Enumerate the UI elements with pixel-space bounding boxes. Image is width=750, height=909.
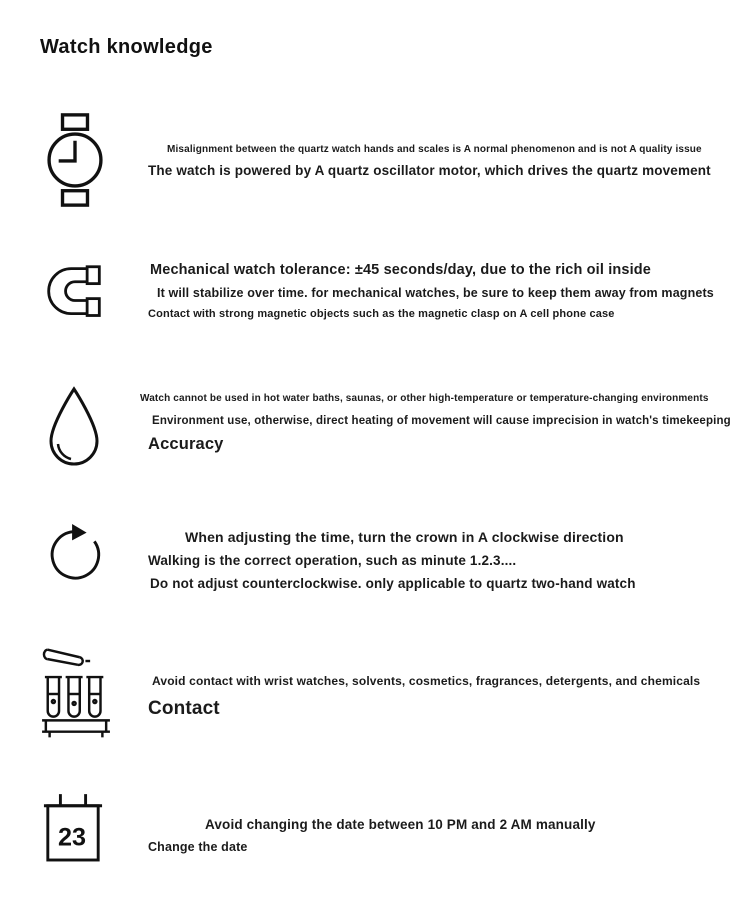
section-heading: Accuracy bbox=[148, 435, 224, 453]
section-heading: Contact bbox=[148, 698, 220, 719]
text-line: Misalignment between the quartz watch hands and scales is A normal phenomenon and is not A quality issue bbox=[167, 144, 702, 155]
text-line: Walking is the correct operation, such as minute 1.2.3.... bbox=[148, 553, 517, 568]
section-quartz-text bbox=[140, 144, 746, 186]
magnet-icon bbox=[44, 263, 104, 323]
page-title: Watch knowledge bbox=[40, 36, 213, 58]
text-line: It will stabilize over time. for mechanical watches, be sure to keep them away from magnets bbox=[157, 286, 714, 300]
watch-icon bbox=[44, 112, 106, 208]
section-crown-text bbox=[140, 529, 746, 599]
calendar-day-number: 23 bbox=[58, 823, 87, 852]
section-date-text bbox=[140, 817, 746, 862]
clockwise-arrow-icon bbox=[44, 522, 106, 584]
section-temperature-text bbox=[140, 393, 746, 462]
water-drop-icon bbox=[42, 383, 106, 473]
section-chemicals-text bbox=[140, 674, 746, 728]
chemicals-icon bbox=[40, 645, 112, 743]
text-line: The watch is powered by A quartz oscillator motor, which drives the quartz movement bbox=[148, 163, 711, 178]
text-line: Mechanical watch tolerance: ±45 seconds/day, due to the rich oil inside bbox=[150, 262, 652, 278]
text-line: Environment use, otherwise, direct heating of movement will cause imprecision in watch's timekeeping bbox=[152, 415, 731, 427]
text-line: Contact with strong magnetic objects such as the magnetic clasp on A cell phone case bbox=[148, 308, 615, 320]
text-line: When adjusting the time, turn the crown in A clockwise direction bbox=[185, 529, 624, 545]
text-line: Watch cannot be used in hot water baths, saunas, or other high-temperature or temperature-changing environments bbox=[140, 393, 709, 404]
section-magnet-text bbox=[140, 262, 746, 328]
text-line: Avoid contact with wrist watches, solvents, cosmetics, fragrances, detergents, and chemicals bbox=[152, 674, 701, 688]
calendar-icon bbox=[42, 790, 104, 868]
text-line: Do not adjust counterclockwise. only applicable to quartz two-hand watch bbox=[150, 576, 636, 591]
section-heading: Change the date bbox=[148, 840, 248, 854]
text-line: Avoid changing the date between 10 PM and 2 AM manually bbox=[205, 817, 596, 832]
